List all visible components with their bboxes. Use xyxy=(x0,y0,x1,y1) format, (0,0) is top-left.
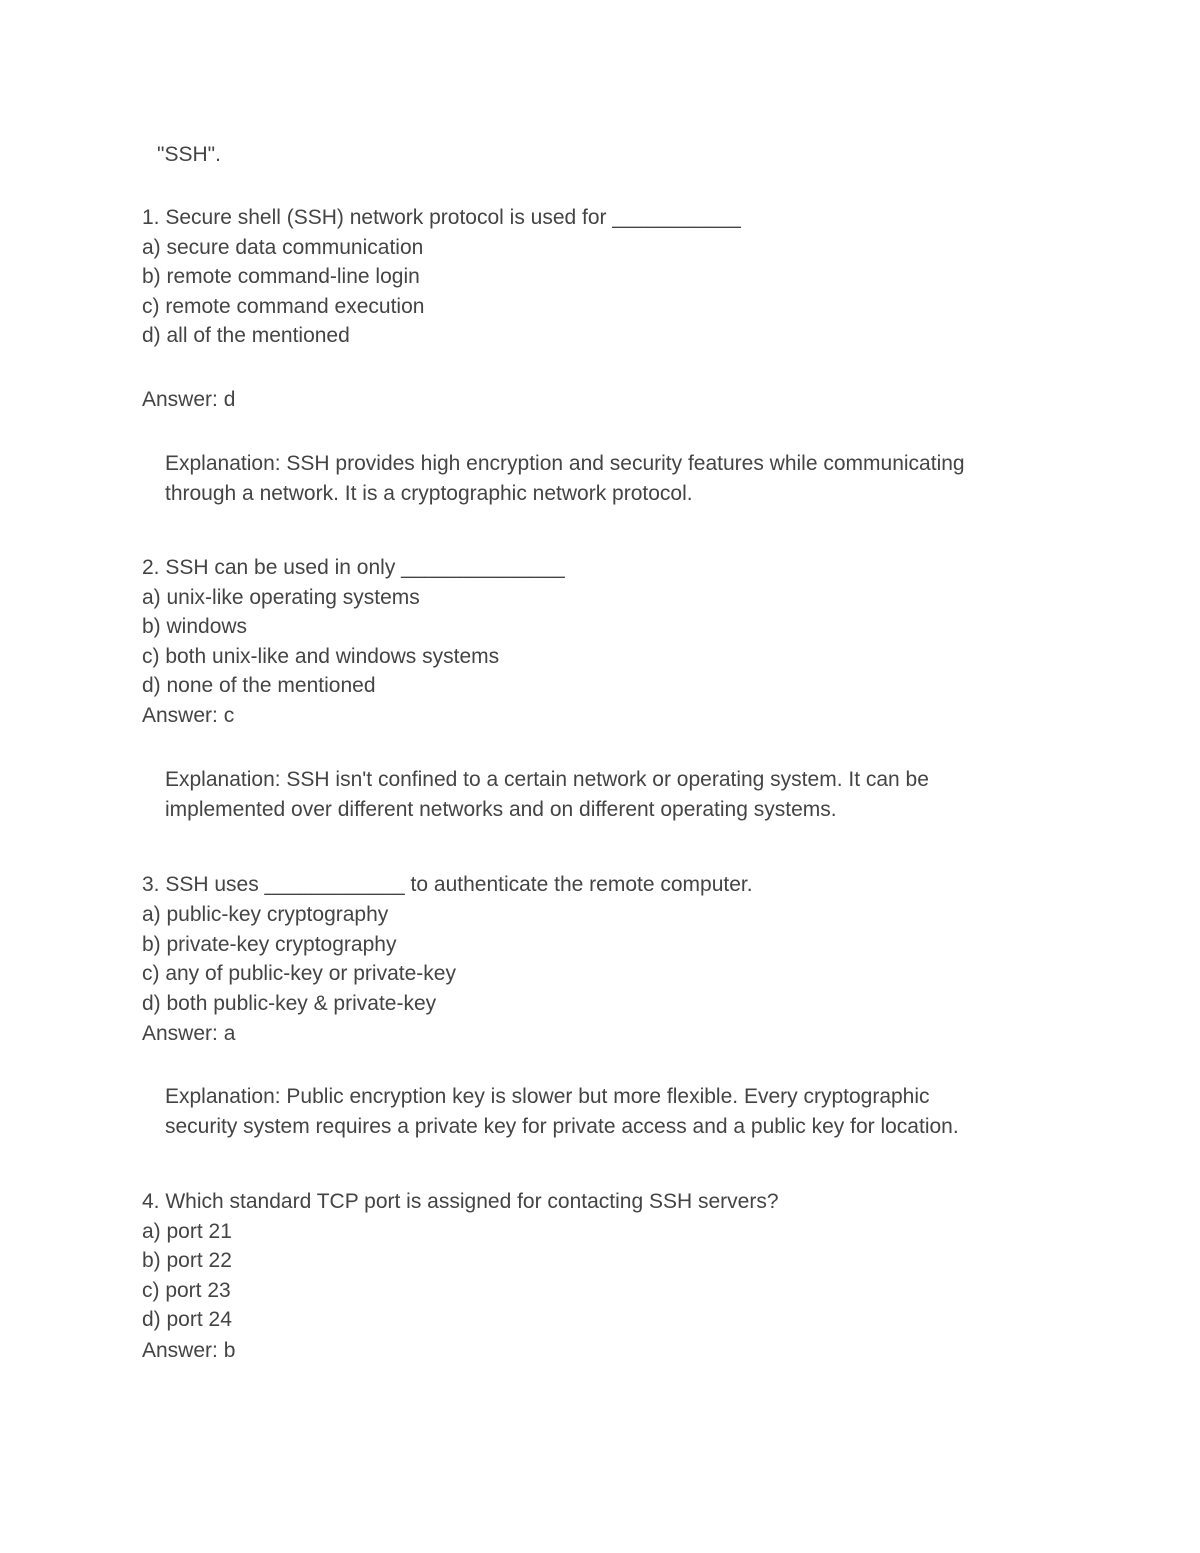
question-1: 1. Secure shell (SSH) network protocol is used for ___________ xyxy=(142,206,741,229)
q4-option-b: b) port 22 xyxy=(142,1249,232,1272)
q2-option-a: a) unix-like operating systems xyxy=(142,586,420,609)
q1-option-a: a) secure data communication xyxy=(142,236,424,259)
q2-option-d: d) none of the mentioned xyxy=(142,674,376,697)
q4-answer: Answer: b xyxy=(142,1339,236,1362)
q4-option-a: a) port 21 xyxy=(142,1220,232,1243)
q4-option-d: d) port 24 xyxy=(142,1308,232,1331)
q1-option-c: c) remote command execution xyxy=(142,295,425,318)
q3-option-d: d) both public-key & private-key xyxy=(142,992,437,1015)
q1-explanation-line-1: Explanation: SSH provides high encryption and security features while communicating xyxy=(165,452,965,475)
q1-explanation-line-2: through a network. It is a cryptographic network protocol. xyxy=(165,482,693,505)
q1-answer: Answer: d xyxy=(142,388,236,411)
q2-answer: Answer: c xyxy=(142,704,235,727)
q3-explanation-line-1: Explanation: Public encryption key is slower but more flexible. Every cryptographic xyxy=(165,1085,930,1108)
q1-option-b: b) remote command-line login xyxy=(142,265,420,288)
question-4: 4. Which standard TCP port is assigned for contacting SSH servers? xyxy=(142,1190,779,1213)
q4-option-c: c) port 23 xyxy=(142,1279,231,1302)
q2-explanation-line-1: Explanation: SSH isn't confined to a certain network or operating system. It can be xyxy=(165,768,929,791)
q1-option-d: d) all of the mentioned xyxy=(142,324,350,347)
document-title: "SSH". xyxy=(157,143,221,166)
q3-answer: Answer: a xyxy=(142,1022,236,1045)
q2-option-c: c) both unix-like and windows systems xyxy=(142,645,500,668)
q3-explanation-line-2: security system requires a private key for private access and a public key for location. xyxy=(165,1115,959,1138)
q3-option-a: a) public-key cryptography xyxy=(142,903,389,926)
q3-option-b: b) private-key cryptography xyxy=(142,933,397,956)
question-2: 2. SSH can be used in only ______________ xyxy=(142,556,565,579)
q2-explanation-line-2: implemented over different networks and on different operating systems. xyxy=(165,798,837,821)
q3-option-c: c) any of public-key or private-key xyxy=(142,962,456,985)
question-3: 3. SSH uses ____________ to authenticate the remote computer. xyxy=(142,873,753,896)
q2-option-b: b) windows xyxy=(142,615,248,638)
